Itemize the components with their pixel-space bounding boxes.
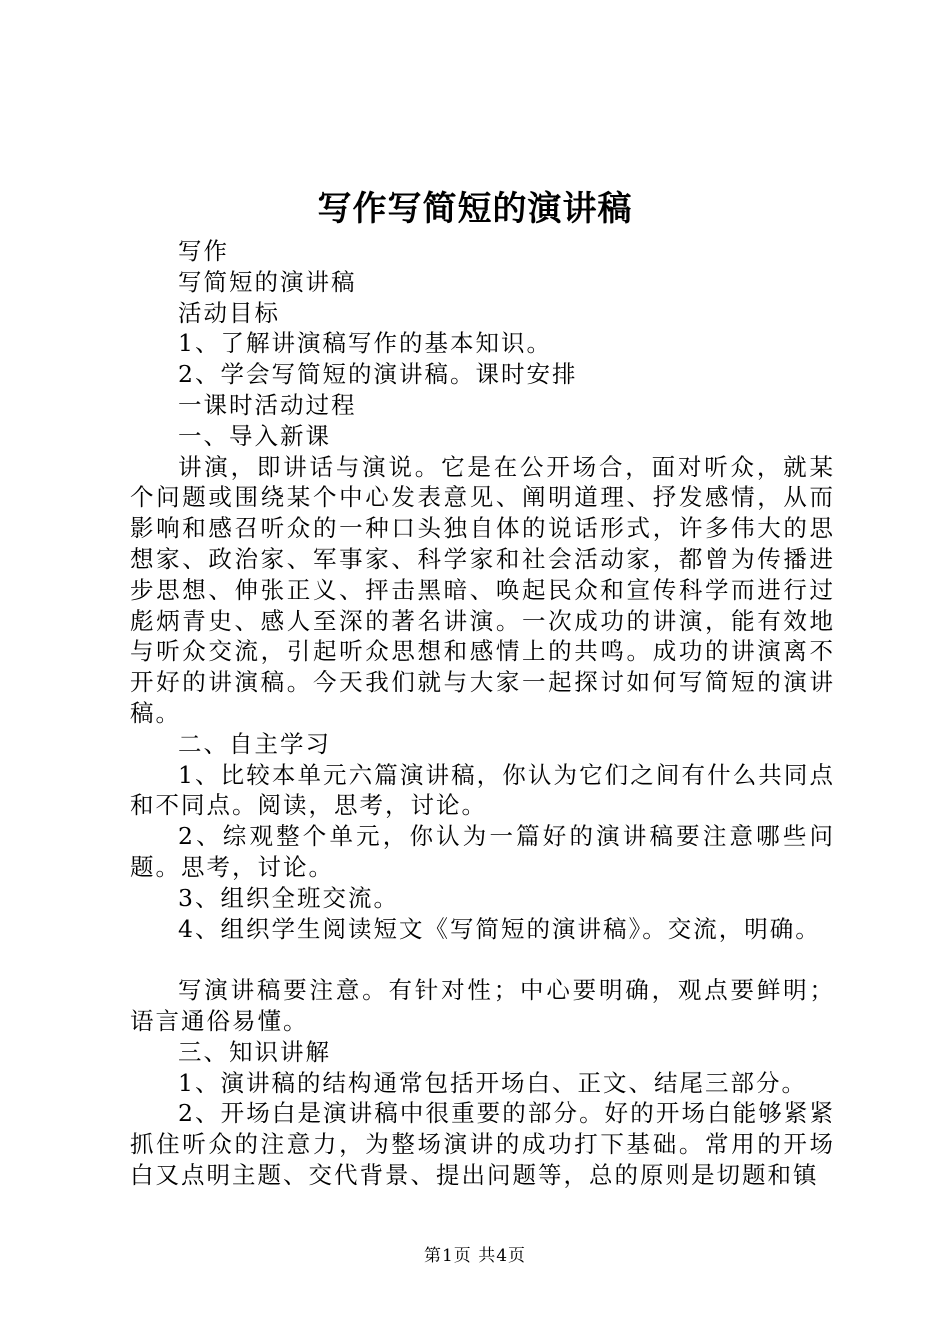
document-body — [130, 236, 835, 1191]
paragraph-heading-goals: 活动目标 — [178, 298, 280, 327]
paragraph-heading-topic: 写简短的演讲稿 — [178, 267, 357, 296]
paragraph-knowledge-2: 2、开场白是演讲稿中很重要的部分。好的开场白能够紧紧抓住听众的注意力，为整场演讲的成功打下基础。常用的开场白又点明主题、交代背景、提出问题等，总的原则是切题和镇 — [130, 1099, 835, 1189]
paragraph-section-knowledge: 三、知识讲解 — [178, 1037, 331, 1066]
paragraph-process: 一课时活动过程 — [178, 390, 357, 419]
paragraph-self-study-1: 1、比较本单元六篇演讲稿，你认为它们之间有什么共同点和不同点。阅读，思考，讨论。 — [130, 760, 835, 820]
paragraph-knowledge-1: 1、演讲稿的结构通常包括开场白、正文、结尾三部分。 — [178, 1068, 807, 1097]
document-title: 写作写简短的演讲稿 — [317, 189, 633, 229]
paragraph-self-study-4: 4、组织学生阅读短文《写简短的演讲稿》。交流，明确。 — [178, 914, 821, 943]
page-footer: 第1页 共4页 — [423, 1246, 527, 1266]
paragraph-self-study-2: 2、综观整个单元，你认为一篇好的演讲稿要注意哪些问题。思考，讨论。 — [130, 822, 835, 881]
paragraph-goal-1: 1、了解讲演稿写作的基本知识。 — [178, 329, 552, 358]
blank-line — [130, 944, 835, 975]
paragraph-section-intro: 一、导入新课 — [178, 421, 331, 450]
paragraph-section-self-study: 二、自主学习 — [178, 729, 331, 758]
paragraph-heading-writing: 写作 — [178, 237, 229, 265]
paragraph-self-study-3: 3、组织全班交流。 — [178, 883, 399, 912]
paragraph-goal-2: 2、学会写简短的演讲稿。课时安排 — [178, 360, 578, 389]
paragraph-notes: 写演讲稿要注意。有针对性；中心要明确，观点要鲜明；语言通俗易懂。 — [130, 976, 835, 1035]
paragraph-intro-body: 讲演，即讲话与演说。它是在公开场合，面对听众，就某个问题或围绕某个中心发表意见、阐明道理、抒发感情，从而影响和感召听众的一种口头独自体的说话形式，许多伟大的思想家、政治家、军事家、科学家和社会活动家，都曾为传播进步思想、伸张正义、抨击黑暗、唤起民众和宣传科学而进行过彪炳青史、感人至深的著名讲演。一次成功的讲演，能有效地与听众交流，引起听众思想和感情上的共鸣。成功的讲演离不开好的讲演稿。今天我们就与大家一起探讨如何写简短的演讲稿。 — [130, 452, 835, 727]
